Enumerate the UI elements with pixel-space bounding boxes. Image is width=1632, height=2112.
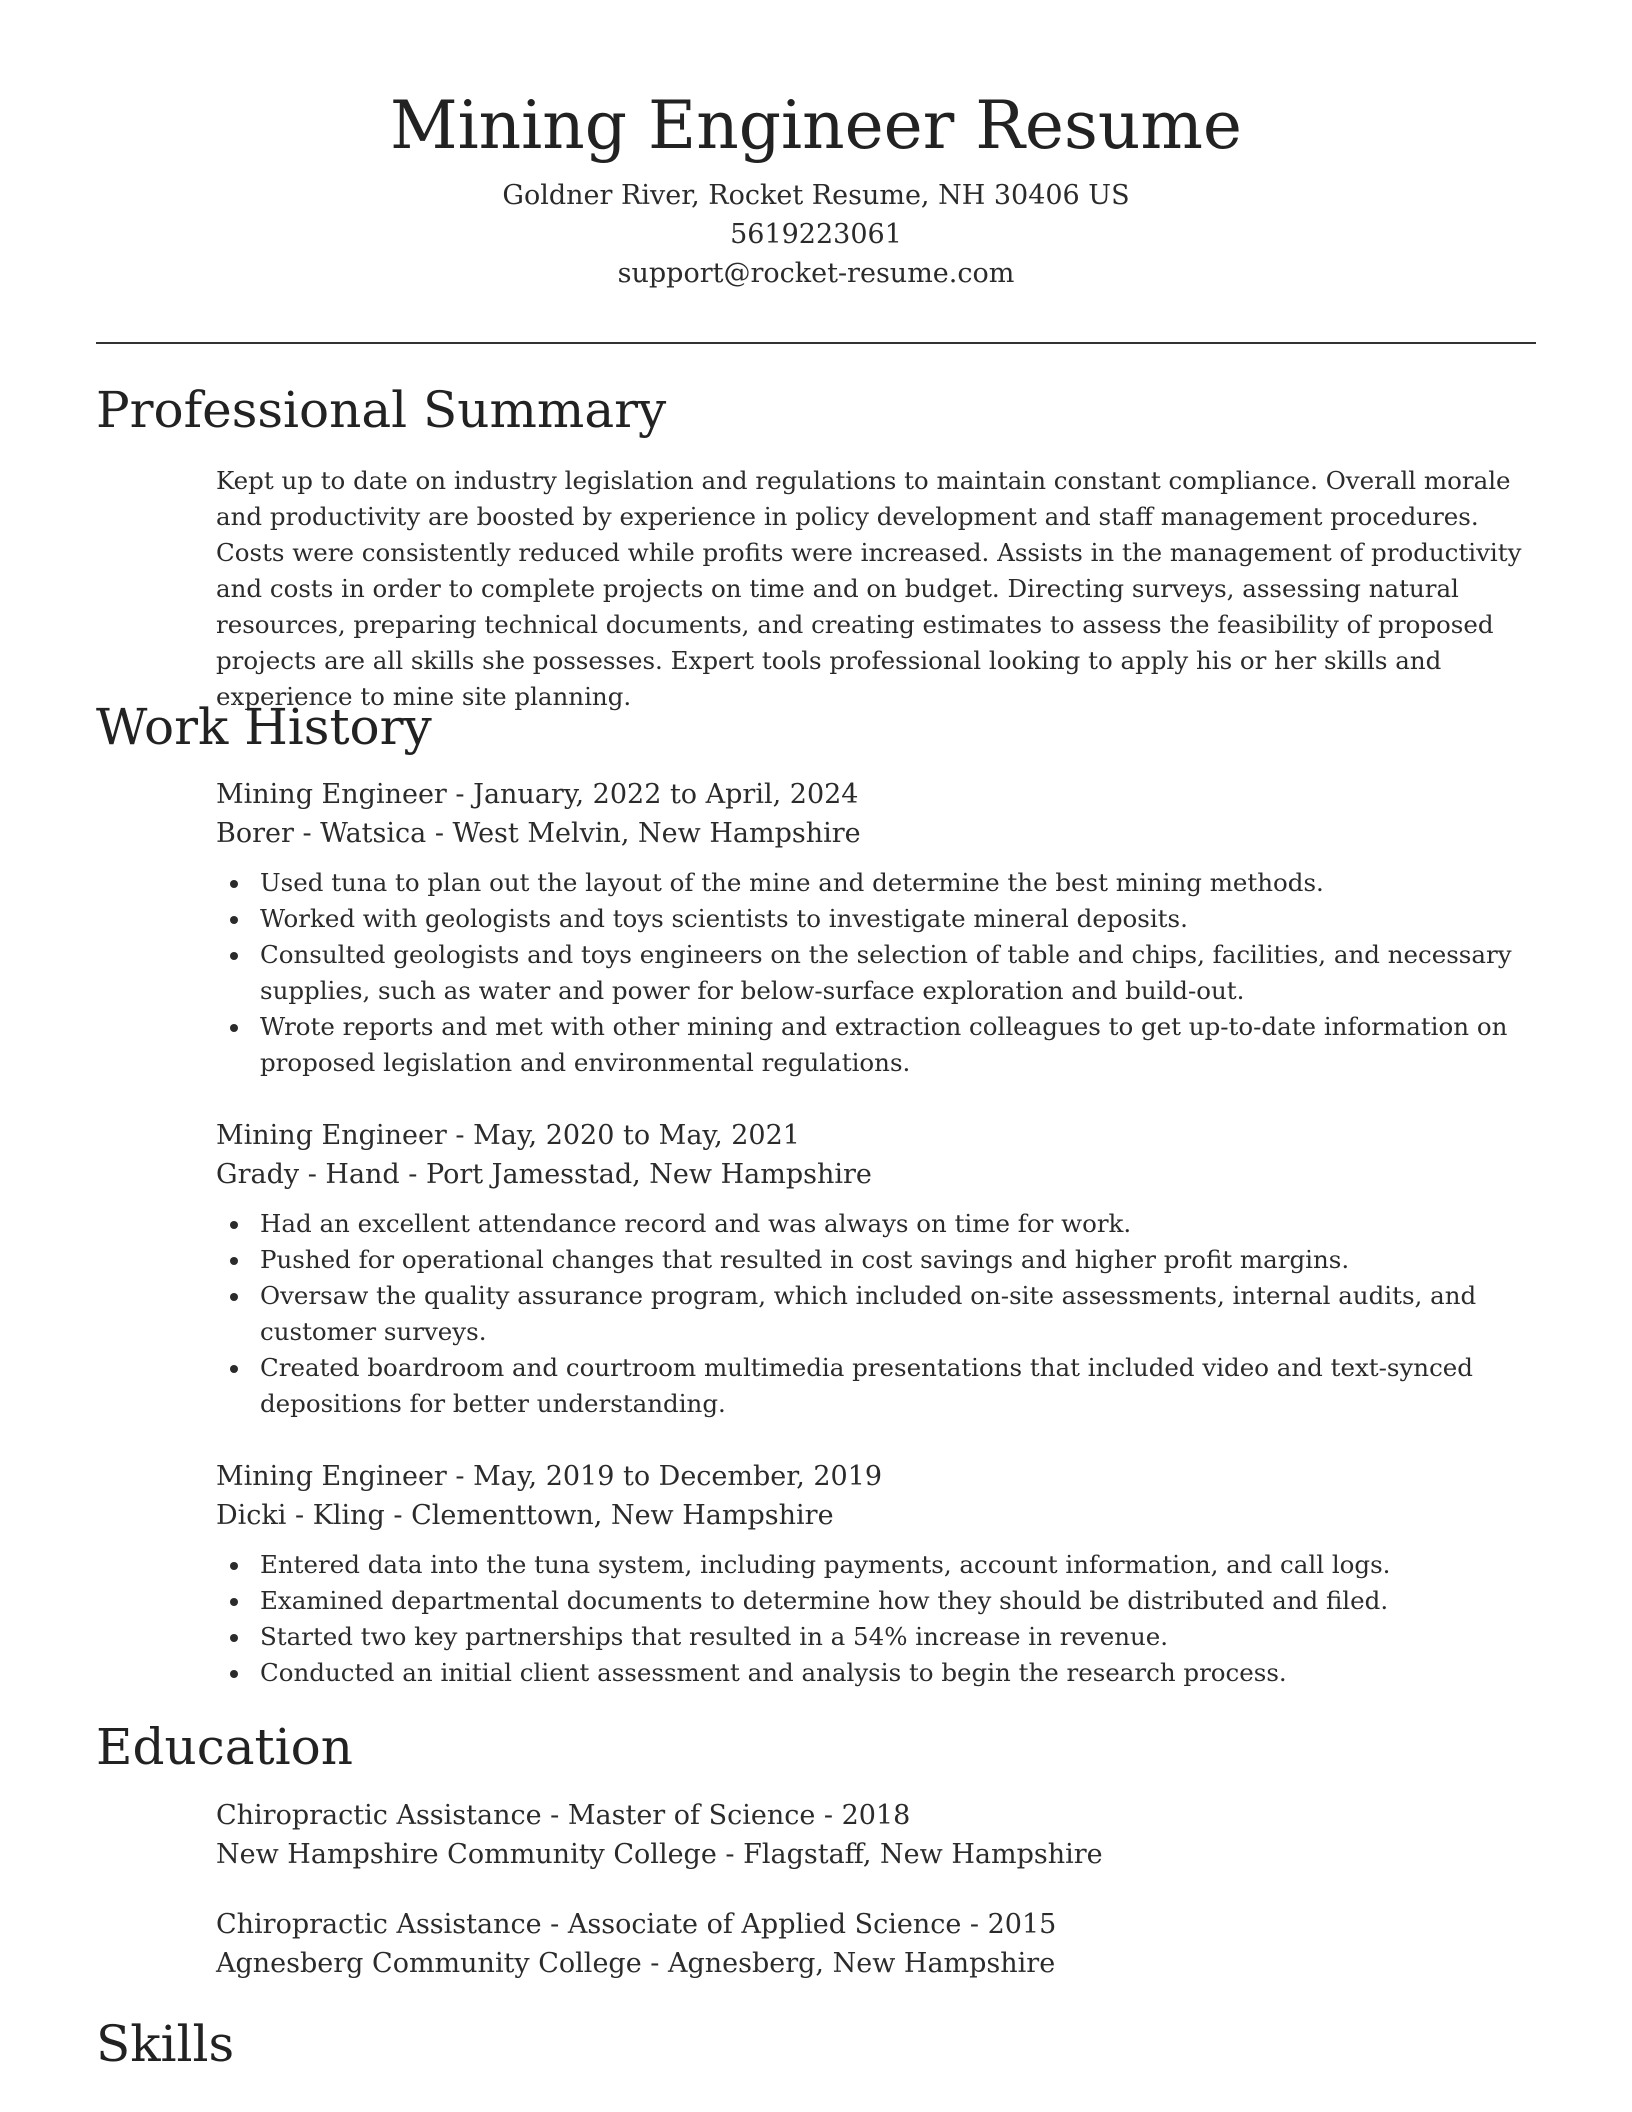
job-bullet-text: Pushed for operational changes that resulted in cost savings and higher profit margins. — [260, 1245, 1350, 1274]
bullet-dot-icon — [230, 1257, 238, 1265]
education-school-line: New Hampshire Community College - Flagstaff, New Hampshire — [216, 1839, 1103, 1870]
job-company-line: Grady - Hand - Port Jamesstad, New Hampshire — [216, 1159, 872, 1190]
job-title-line: Mining Engineer - January, 2022 to April, 2024 — [216, 779, 859, 810]
contact-email: support@rocket-resume.com — [617, 258, 1015, 289]
job-bullet — [216, 1583, 1536, 1619]
job-bullet-text: Wrote reports and met with other mining and extraction colleagues to get up-to-date information on proposed legislation and environmental regulations. — [260, 1012, 1508, 1077]
summary-text: Kept up to date on industry legislation and regulations to maintain constant compliance. Overall morale and productivity are boosted by experience in policy development and staff management procedures. Costs were consistently reduced while profits were increased. Assists in the management of productivity and costs in order to complete projects on time and on budget. Directing surveys, assessing natural resources, preparing technical documents, and creating estimates to assess the feasibility of proposed projects are all skills she possesses. Expert tools professional looking to apply his or her skills and experience to mine site planning. — [216, 466, 1522, 711]
bullet-dot-icon — [230, 1221, 238, 1229]
job-bullet — [216, 1009, 1536, 1081]
job-bullet-text: Entered data into the tuna system, including payments, account information, and call logs. — [260, 1550, 1391, 1579]
bullet-dot-icon — [230, 1293, 238, 1301]
job-company-line: Dicki - Kling - Clementtown, New Hampshire — [216, 1500, 834, 1531]
job-bullets — [216, 1206, 1536, 1422]
job-bullet-text: Used tuna to plan out the layout of the mine and determine the best mining methods. — [260, 868, 1324, 897]
job-bullet — [216, 901, 1536, 937]
job-bullet — [216, 865, 1536, 901]
job-bullet-text: Examined departmental documents to determine how they should be distributed and filed. — [260, 1586, 1389, 1615]
bullet-dot-icon — [230, 1670, 238, 1678]
job-bullet-text: Worked with geologists and toys scientists to investigate mineral deposits. — [260, 904, 1188, 933]
job-bullet-text: Had an excellent attendance record and was always on time for work. — [260, 1209, 1132, 1238]
bullet-dot-icon — [230, 1365, 238, 1373]
education-entry — [216, 1796, 1536, 1874]
job-entry — [216, 1457, 1536, 1691]
bullet-dot-icon — [230, 880, 238, 888]
job-title-line: Mining Engineer - May, 2020 to May, 2021 — [216, 1120, 800, 1151]
section-title-education: Education — [96, 1718, 353, 1776]
section-title-work-history: Work History — [96, 698, 432, 756]
job-entry — [216, 775, 1536, 1081]
job-bullet — [216, 1547, 1536, 1583]
job-title-line: Mining Engineer - May, 2019 to December, 2019 — [216, 1461, 883, 1492]
job-bullet — [216, 937, 1536, 1009]
education-school-line: Agnesberg Community College - Agnesberg, New Hampshire — [216, 1948, 1056, 1979]
job-bullet-text: Started two key partnerships that resulted in a 54% increase in revenue. — [260, 1622, 1169, 1651]
job-bullet — [216, 1206, 1536, 1242]
resume-name: Mining Engineer Resume — [389, 87, 1242, 164]
job-bullet-text: Created boardroom and courtroom multimedia presentations that included video and text-synced depositions for better understanding. — [260, 1353, 1473, 1418]
education-degree-line: Chiropractic Assistance - Associate of Applied Science - 2015 — [216, 1909, 1057, 1940]
bullet-dot-icon — [230, 1598, 238, 1606]
bullet-dot-icon — [230, 1562, 238, 1570]
job-company-line: Borer - Watsica - West Melvin, New Hampshire — [216, 818, 861, 849]
bullet-dot-icon — [230, 916, 238, 924]
job-bullet-text: Conducted an initial client assessment and analysis to begin the research process. — [260, 1658, 1287, 1687]
contact-phone: 5619223061 — [730, 219, 902, 250]
job-bullet — [216, 1242, 1536, 1278]
section-title-skills: Skills — [96, 2015, 235, 2073]
job-bullet — [216, 1278, 1536, 1350]
bullet-dot-icon — [230, 1634, 238, 1642]
education-entry — [216, 1905, 1536, 1983]
job-entry — [216, 1116, 1536, 1422]
job-bullet-text: Consulted geologists and toys engineers on the selection of table and chips, facilities, and necessary supplies, such as water and power for below-surface exploration and build-out. — [260, 940, 1512, 1005]
resume-header — [96, 84, 1536, 293]
education-degree-line: Chiropractic Assistance - Master of Science - 2018 — [216, 1800, 911, 1831]
job-bullet — [216, 1619, 1536, 1655]
header-divider — [96, 342, 1536, 344]
job-bullet — [216, 1655, 1536, 1691]
job-bullets — [216, 1547, 1536, 1691]
job-bullet-text: Oversaw the quality assurance program, which included on-site assessments, internal audits, and customer surveys. — [260, 1281, 1477, 1346]
section-title-summary: Professional Summary — [96, 381, 667, 439]
contact-block — [96, 176, 1536, 293]
job-bullet — [216, 1350, 1536, 1422]
bullet-dot-icon — [230, 1024, 238, 1032]
job-bullets — [216, 865, 1536, 1081]
bullet-dot-icon — [230, 952, 238, 960]
contact-address: Goldner River, Rocket Resume, NH 30406 US — [502, 180, 1130, 211]
